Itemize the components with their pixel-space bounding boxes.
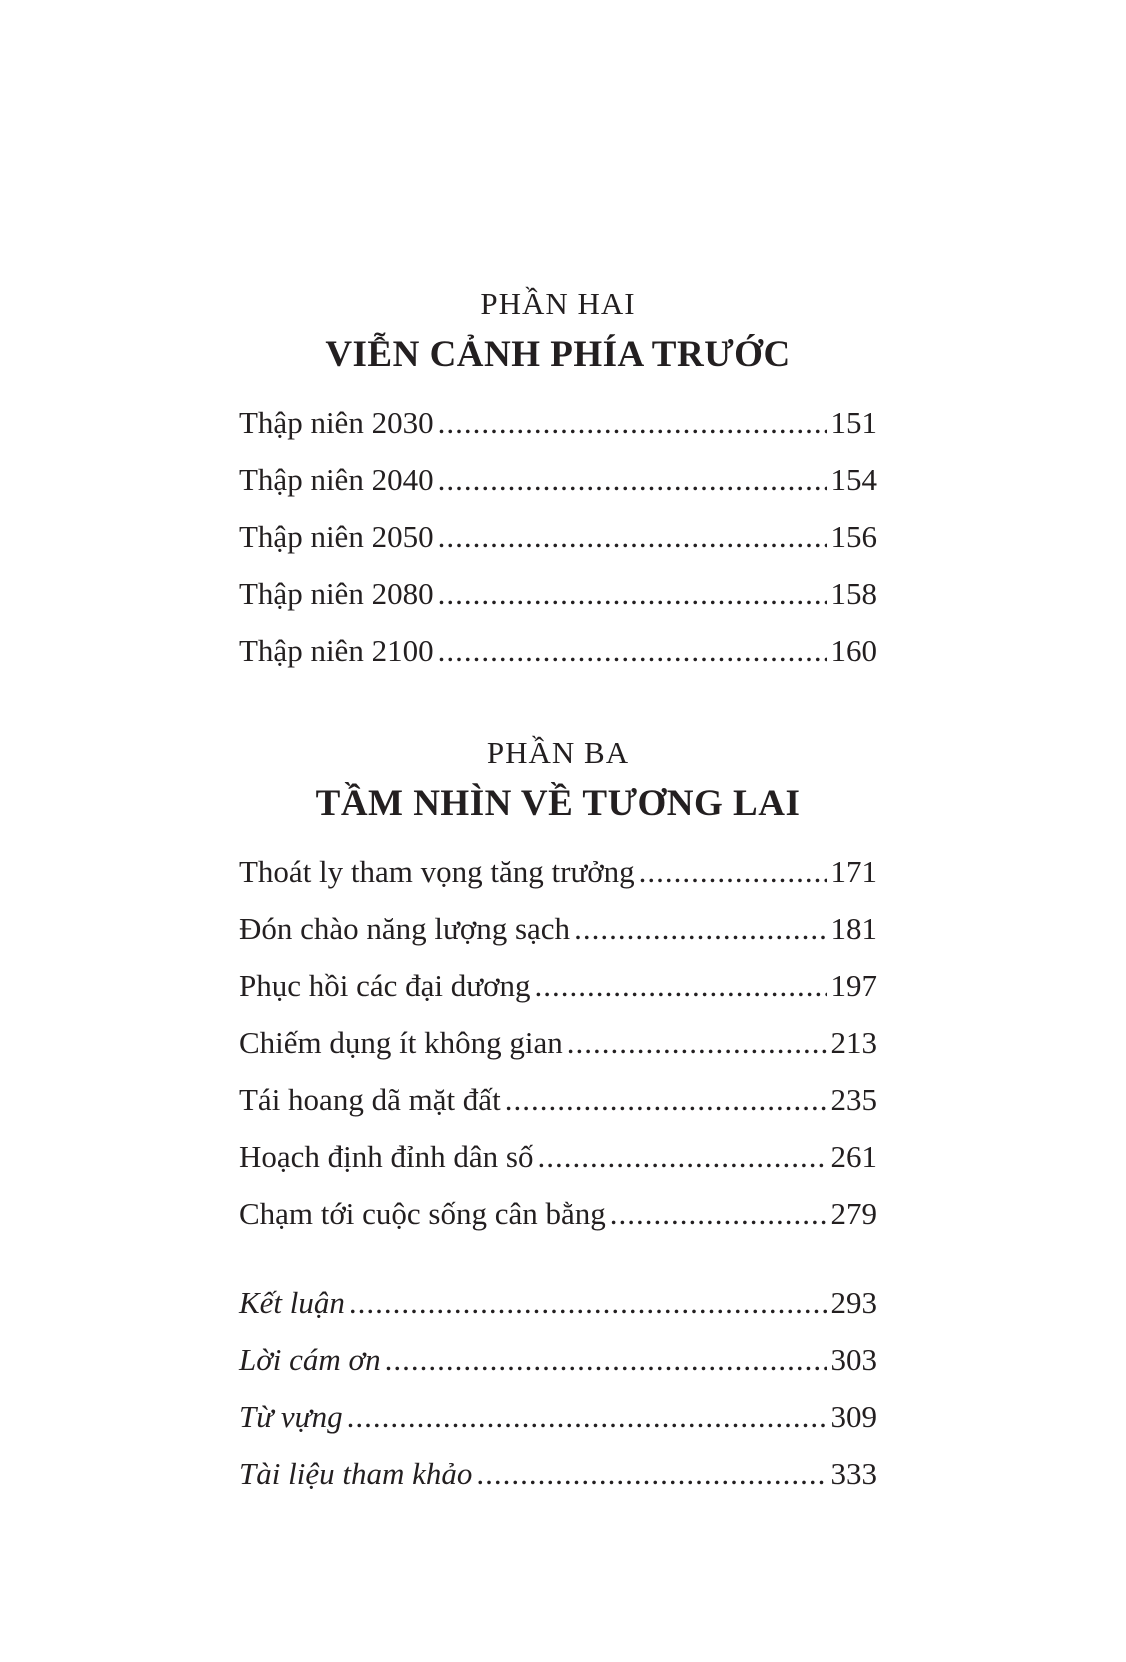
toc-entry-page: 160	[830, 633, 877, 668]
toc-entry[interactable]	[239, 622, 877, 679]
toc-entry[interactable]	[239, 565, 877, 622]
toc-entry-page: 171	[830, 854, 877, 889]
toc-entry[interactable]	[239, 1071, 877, 1128]
toc-entry-title: Thập niên 2030	[239, 405, 434, 440]
dot-leader	[537, 1128, 826, 1185]
dot-leader	[567, 1014, 827, 1071]
dot-leader	[610, 1185, 827, 1242]
toc-entry[interactable]	[239, 1014, 877, 1071]
dot-leader	[349, 1274, 827, 1331]
toc-entry-title: Phục hồi các đại dương	[239, 968, 531, 1003]
dot-leader	[574, 900, 826, 957]
toc-entry-page: 151	[830, 405, 877, 440]
table-of-contents	[239, 282, 877, 1502]
toc-entry-page: 293	[830, 1285, 877, 1320]
section-spacer	[239, 1242, 877, 1274]
dot-leader	[639, 843, 827, 900]
toc-entry-page: 213	[830, 1025, 877, 1060]
part-three-label: PHẦN BA	[486, 735, 630, 770]
toc-entry[interactable]	[239, 1388, 877, 1445]
toc-entry-title: Thoát ly tham vọng tăng trưởng	[239, 854, 635, 889]
toc-entry-page: 156	[830, 519, 877, 554]
dot-leader	[505, 1071, 827, 1128]
dot-leader	[438, 394, 827, 451]
toc-entry-title: Lời cám ơn	[239, 1342, 381, 1377]
part-three-title: TẦM NHÌN VỀ TƯƠNG LAI	[315, 783, 801, 824]
toc-entry-title: Chạm tới cuộc sống cân bằng	[239, 1196, 606, 1231]
toc-entry[interactable]	[239, 843, 877, 900]
toc-entry-page: 181	[830, 911, 877, 946]
part-two-title: VIỄN CẢNH PHÍA TRƯỚC	[325, 334, 791, 375]
toc-entry-page: 333	[830, 1456, 877, 1491]
toc-entry[interactable]	[239, 1128, 877, 1185]
part-two-label: PHẦN HAI	[480, 286, 636, 321]
toc-entry-title: Thập niên 2050	[239, 519, 434, 554]
toc-entry[interactable]	[239, 957, 877, 1014]
toc-entry-page: 197	[830, 968, 877, 1003]
part-two-section	[239, 282, 877, 679]
dot-leader	[438, 565, 827, 622]
toc-entry-page: 158	[830, 576, 877, 611]
toc-entry[interactable]	[239, 394, 877, 451]
dot-leader	[438, 451, 827, 508]
part-three-section	[239, 731, 877, 1242]
section-spacer	[239, 679, 877, 731]
toc-entry-title: Thập niên 2040	[239, 462, 434, 497]
toc-entry-page: 279	[830, 1196, 877, 1231]
toc-entry-title: Đón chào năng lượng sạch	[239, 911, 571, 946]
toc-entry-title: Kết luận	[239, 1285, 345, 1320]
dot-leader	[534, 957, 826, 1014]
toc-entry-page: 235	[830, 1082, 877, 1117]
toc-entry-title: Thập niên 2080	[239, 576, 434, 611]
dot-leader	[476, 1445, 826, 1502]
toc-entry[interactable]	[239, 1185, 877, 1242]
toc-entry[interactable]	[239, 508, 877, 565]
toc-entry-title: Chiếm dụng ít không gian	[239, 1025, 563, 1060]
toc-entry-page: 303	[830, 1342, 877, 1377]
dot-leader	[347, 1388, 827, 1445]
back-matter-section	[239, 1274, 877, 1502]
toc-entry[interactable]	[239, 900, 877, 957]
toc-entry[interactable]	[239, 1445, 877, 1502]
toc-entry-title: Tái hoang dã mặt đất	[239, 1082, 501, 1117]
toc-entry-title: Thập niên 2100	[239, 633, 434, 668]
dot-leader	[385, 1331, 827, 1388]
toc-entry[interactable]	[239, 451, 877, 508]
toc-entry-title: Từ vựng	[239, 1399, 343, 1434]
toc-entry-page: 309	[830, 1399, 877, 1434]
toc-entry-page: 261	[830, 1139, 877, 1174]
toc-entry[interactable]	[239, 1274, 877, 1331]
dot-leader	[438, 622, 827, 679]
toc-entry-title: Hoạch định đỉnh dân số	[239, 1139, 534, 1174]
toc-entry[interactable]	[239, 1331, 877, 1388]
dot-leader	[438, 508, 827, 565]
toc-entry-page: 154	[830, 462, 877, 497]
toc-entry-title: Tài liệu tham khảo	[239, 1456, 473, 1491]
